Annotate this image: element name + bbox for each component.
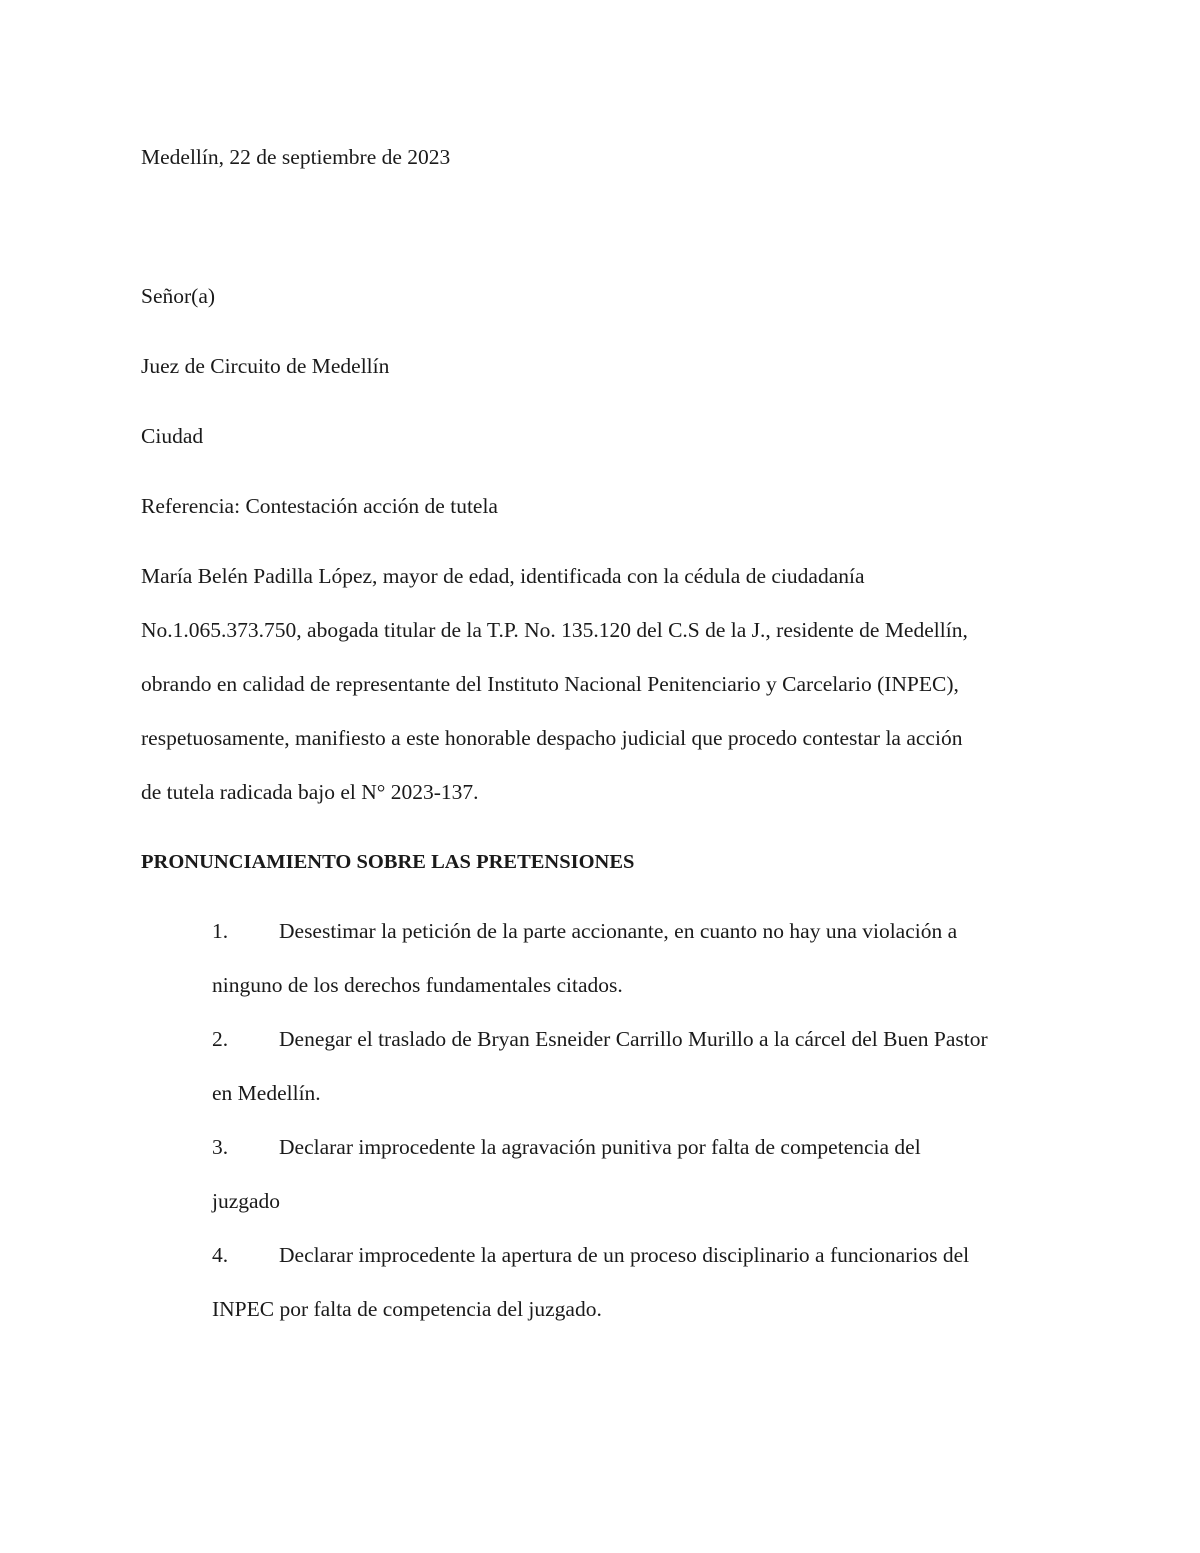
body-line: María Belén Padilla López, mayor de edad, identificada con la cédula de ciudadanía (141, 564, 865, 588)
list-item-text: Declarar improcedente la apertura de un proceso disciplinario a funcionarios del (279, 1243, 970, 1267)
list-item-continuation: ninguno de los derechos fundamentales citados. (212, 973, 623, 997)
city-line: Ciudad (141, 424, 204, 448)
date-line: Medellín, 22 de septiembre de 2023 (141, 145, 451, 169)
body-line: No.1.065.373.750, abogada titular de la T.P. No. 135.120 del C.S de la J., residente de Medellín, (141, 618, 968, 642)
list-item-number: 4. (212, 1243, 229, 1267)
addressee: Juez de Circuito de Medellín (141, 354, 390, 378)
list-item-text: Declarar improcedente la agravación punitiva por falta de competencia del (279, 1135, 921, 1159)
list-item-continuation: en Medellín. (212, 1081, 321, 1105)
list-item-continuation: INPEC por falta de competencia del juzgado. (212, 1297, 602, 1321)
list-item-number: 2. (212, 1027, 229, 1051)
body-line: respetuosamente, manifiesto a este honorable despacho judicial que procedo contestar la acción (141, 726, 963, 750)
list-item-text: Desestimar la petición de la parte accionante, en cuanto no hay una violación a (279, 919, 958, 943)
list-item-number: 3. (212, 1135, 229, 1159)
list-item-number: 1. (212, 919, 229, 943)
list-item-continuation: juzgado (212, 1189, 281, 1213)
salutation: Señor(a) (141, 284, 216, 308)
section-heading: PRONUNCIAMIENTO SOBRE LAS PRETENSIONES (141, 851, 635, 873)
body-line: obrando en calidad de representante del Instituto Nacional Penitenciario y Carcelario (INPEC), (141, 672, 959, 696)
body-line: de tutela radicada bajo el N° 2023-137. (141, 780, 479, 804)
reference-line: Referencia: Contestación acción de tutela (141, 494, 498, 518)
list-item-text: Denegar el traslado de Bryan Esneider Carrillo Murillo a la cárcel del Buen Pastor (279, 1027, 988, 1051)
